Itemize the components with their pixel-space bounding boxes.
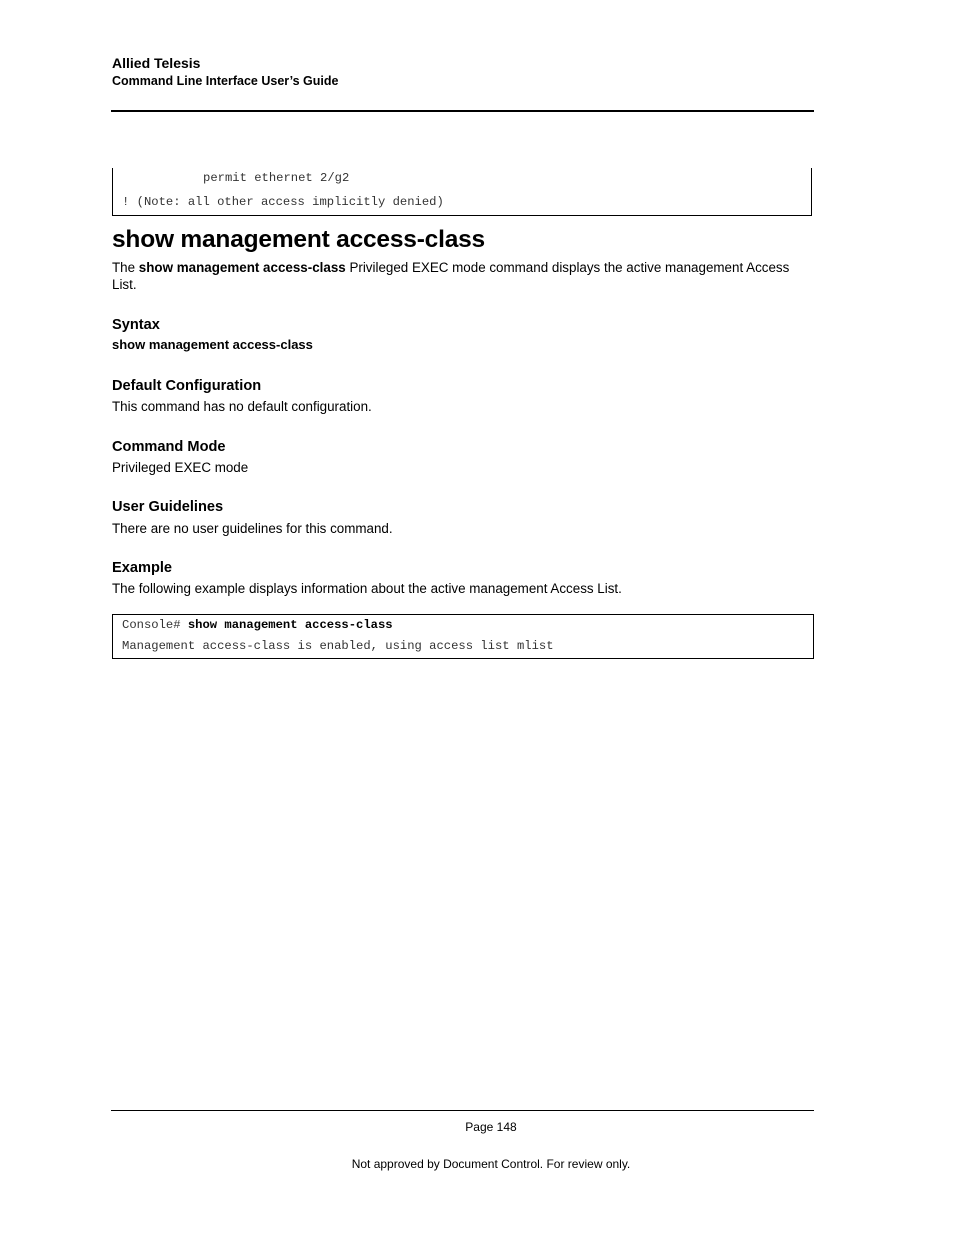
footer-note: Not approved by Document Control. For review only. bbox=[351, 1157, 631, 1171]
example-command-line bbox=[122, 618, 393, 632]
default-config-heading: Default Configuration bbox=[112, 378, 262, 394]
intro-paragraph bbox=[112, 259, 812, 293]
code-block-continued bbox=[112, 168, 812, 216]
intro-suffix: Privileged EXEC mode command displays the active management Access List. bbox=[112, 260, 790, 292]
footer-divider bbox=[111, 1110, 814, 1111]
code-line: ! (Note: all other access implicitly denied) bbox=[122, 195, 444, 209]
command-mode-text: Privileged EXEC mode bbox=[112, 460, 249, 475]
intro-command: show management access-class bbox=[138, 260, 346, 275]
default-config-text: This command has no default configuration. bbox=[112, 399, 372, 414]
code-line: permit ethernet 2/g2 bbox=[203, 171, 350, 185]
header-guide-title: Command Line Interface User’s Guide bbox=[112, 74, 339, 88]
syntax-command: show management access-class bbox=[112, 337, 313, 352]
page-number: Page 148 bbox=[465, 1120, 517, 1134]
example-command: show management access-class bbox=[187, 618, 393, 632]
header-company: Allied Telesis bbox=[112, 55, 201, 71]
command-mode-heading: Command Mode bbox=[112, 439, 226, 455]
syntax-heading: Syntax bbox=[112, 317, 160, 333]
example-heading: Example bbox=[112, 560, 173, 576]
example-text: The following example displays information about the active management Access List. bbox=[112, 581, 622, 596]
example-code-block bbox=[112, 614, 814, 659]
user-guidelines-text: There are no user guidelines for this command. bbox=[112, 521, 393, 536]
console-prompt: Console# bbox=[122, 618, 188, 632]
example-output-line: Management access-class is enabled, using access list mlist bbox=[122, 639, 554, 653]
user-guidelines-heading: User Guidelines bbox=[112, 499, 224, 515]
intro-prefix: The bbox=[112, 260, 139, 275]
header-divider bbox=[111, 110, 814, 112]
section-title: show management access-class bbox=[112, 226, 485, 253]
